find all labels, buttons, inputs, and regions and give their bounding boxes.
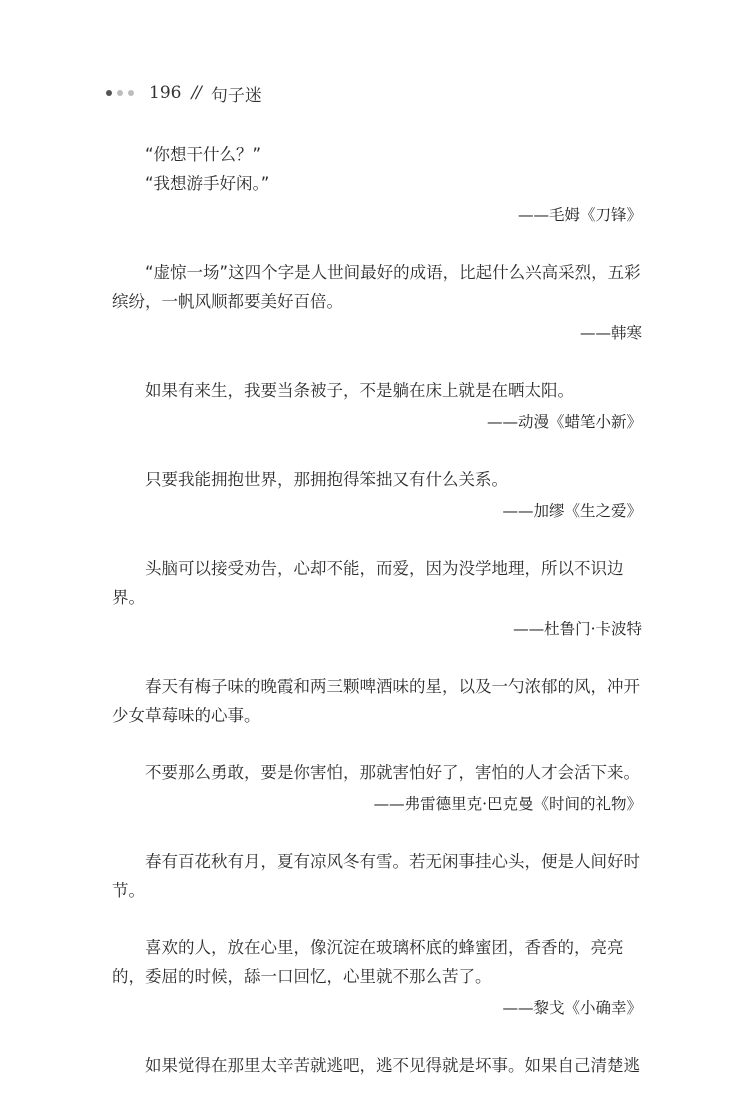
quote-attribution: ——动漫《蜡笔小新》 [486, 413, 642, 431]
quote-text: 如果有来生，我要当条被子，不是躺在床上就是在晒太阳。 [145, 381, 574, 400]
quote-text: 不要那么勇敢，要是你害怕，那就害怕好了，害怕的人才会活下来。 [145, 763, 640, 782]
quote-text: “我想游手好闲。” [145, 174, 270, 193]
quote-attribution: ——毛姆《刀锋》 [517, 206, 642, 224]
dot-icon [106, 90, 112, 96]
page-header [106, 80, 262, 106]
quote-attribution: ——韩寒 [579, 324, 642, 342]
quote-block [112, 933, 642, 1023]
quote-attribution: ——黎戈《小确幸》 [502, 999, 642, 1017]
quote-text: “虚惊一场”这四个字是人世间最好的成语，比起什么兴高采烈，五彩缤纷，一帆风顺都要美好百倍。 [112, 263, 641, 311]
quote-text: 春有百花秋有月，夏有凉风冬有雪。若无闲事挂心头，便是人间好时节。 [112, 852, 640, 900]
dot-icon [128, 90, 134, 96]
page-content [112, 140, 642, 1108]
quote-block [112, 1051, 642, 1080]
quote-text: 头脑可以接受劝告，心却不能，而爱，因为没学地理，所以不识边界。 [112, 559, 624, 607]
quote-block [112, 758, 642, 819]
quote-text: 喜欢的人，放在心里，像沉淀在玻璃杯底的蜂蜜团，香香的，亮亮的，委屈的时候，舔一口回忆，心里就不那么苦了。 [112, 938, 624, 986]
quote-block [112, 140, 642, 230]
quote-text: 春天有梅子味的晚霞和两三颗啤酒味的星，以及一勺浓郁的风，冲开少女草莓味的心事。 [112, 677, 640, 725]
quote-attribution: ——弗雷德里克·巴克曼《时间的礼物》 [373, 795, 642, 813]
quote-block [112, 465, 642, 526]
quote-block [112, 376, 642, 437]
quote-text: 只要我能拥抱世界，那拥抱得笨拙又有什么关系。 [145, 470, 508, 489]
quote-block [112, 258, 642, 348]
quote-attribution: ——加缪《生之爱》 [502, 502, 642, 520]
quote-block [112, 554, 642, 644]
quote-attribution: ——杜鲁门·卡波特 [513, 620, 642, 638]
quote-text: “你想干什么？” [145, 145, 262, 164]
quote-block [112, 672, 642, 730]
dot-icon [117, 90, 123, 96]
decorative-dots [106, 90, 139, 96]
quote-block [112, 847, 642, 905]
page-number: 196 [149, 83, 182, 103]
quote-text: 如果觉得在那里太辛苦就逃吧，逃不见得就是坏事。如果自己清楚逃 [145, 1056, 640, 1075]
book-title: 句子迷 [210, 85, 262, 106]
header-separator: // [191, 83, 201, 103]
